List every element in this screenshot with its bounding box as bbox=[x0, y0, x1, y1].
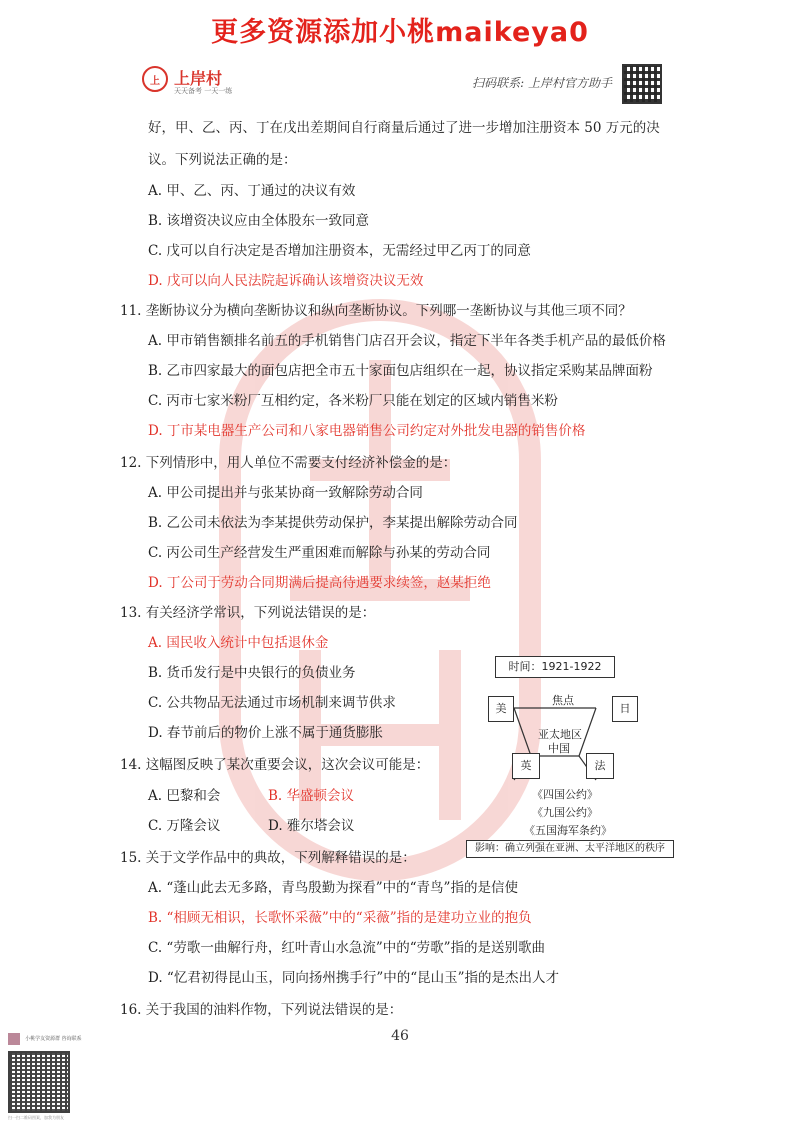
q10-option-a[interactable]: A. 甲、乙、丙、丁通过的决议有效 bbox=[148, 183, 356, 199]
brand-name: 上岸村 bbox=[174, 69, 223, 88]
diagram-treaty-3: 《五国海军条约》 bbox=[524, 824, 612, 837]
q13-option-d[interactable]: D. 春节前后的物价上涨不属于通货膨胀 bbox=[148, 725, 383, 741]
q15-stem: 15. 关于文学作品中的典故，下列解释错误的是： bbox=[120, 850, 416, 866]
corner-contact-card bbox=[8, 1028, 88, 1121]
diagram-center-china: 中国 bbox=[548, 742, 570, 755]
q14-option-a[interactable]: A. 巴黎和会 bbox=[148, 788, 221, 804]
q14-option-d[interactable]: D. 雅尔塔会议 bbox=[268, 818, 355, 834]
diagram-focus-label: 焦点 bbox=[552, 694, 574, 707]
corner-caption: 小桃学友资源群 咨询联系 bbox=[25, 1036, 82, 1042]
resource-banner: 更多资源添加小桃maikeya0 bbox=[211, 17, 589, 48]
q14-option-c[interactable]: C. 万隆会议 bbox=[148, 818, 221, 834]
diagram-impact-box: 影响：确立列强在亚洲、太平洋地区的秩序 bbox=[466, 840, 674, 858]
page-number: 46 bbox=[391, 1028, 409, 1044]
q15-option-d[interactable]: D. “忆君初得昆山玉，同向扬州携手行”中的“昆山玉”指的是杰出人才 bbox=[148, 970, 560, 986]
q11-option-a[interactable]: A. 甲市销售额排名前五的手机销售门店召开会议，指定下半年各类手机产品的最低价格 bbox=[148, 333, 666, 349]
corner-footnote: 扫一扫二维码图案，加我为朋友 bbox=[8, 1115, 64, 1120]
q14-option-b[interactable]: B. 华盛顿会议 bbox=[268, 788, 355, 804]
q11-option-d[interactable]: D. 丁市某电器生产公司和八家电器销售公司约定对外批发电器的销售价格 bbox=[148, 423, 586, 439]
q11-option-c[interactable]: C. 丙市七家米粉厂互相约定，各米粉厂只能在划定的区域内销售米粉 bbox=[148, 393, 558, 409]
diagram-node-usa: 美 bbox=[488, 696, 514, 722]
diagram-time-box: 时间：1921-1922 bbox=[495, 656, 615, 678]
q15-option-b[interactable]: B. “相顾无相识，长歌怀采薇”中的“采薇”指的是建功立业的抱负 bbox=[148, 910, 532, 926]
q10-stem-line-1: 好，甲、乙、丙、丁在戊出差期间自行商量后通过了进一步增加注册资本 50 万元的决 bbox=[148, 120, 660, 136]
q12-option-c[interactable]: C. 丙公司生产经营发生严重困难而解除与孙某的劳动合同 bbox=[148, 545, 491, 561]
q13-option-c[interactable]: C. 公共物品无法通过市场机制来调节供求 bbox=[148, 695, 396, 711]
conference-diagram bbox=[466, 648, 674, 860]
brand-tagline: 天天备考 一天一练 bbox=[174, 87, 233, 95]
q12-stem: 12. 下列情形中，用人单位不需要支付经济补偿金的是： bbox=[120, 455, 457, 471]
q13-stem: 13. 有关经济学常识，下列说法错误的是： bbox=[120, 605, 376, 621]
qr-code-icon[interactable] bbox=[622, 64, 662, 104]
q13-option-b[interactable]: B. 货币发行是中央银行的负债业务 bbox=[148, 665, 356, 681]
q13-option-a[interactable]: A. 国民收入统计中包括退休金 bbox=[148, 635, 329, 651]
q12-option-b[interactable]: B. 乙公司未依法为李某提供劳动保护，李某提出解除劳动合同 bbox=[148, 515, 518, 531]
avatar bbox=[8, 1033, 20, 1045]
q11-option-b[interactable]: B. 乙市四家最大的面包店把全市五十家面包店组织在一起，协议指定采购某品牌面粉 bbox=[148, 363, 653, 379]
diagram-center-region: 亚太地区 bbox=[538, 728, 582, 741]
q16-stem: 16. 关于我国的油料作物，下列说法错误的是： bbox=[120, 1002, 403, 1018]
brand-logo-icon: 上 bbox=[142, 66, 168, 92]
q11-stem: 11. 垄断协议分为横向垄断协议和纵向垄断协议。下列哪一垄断协议与其他三项不同？ bbox=[120, 303, 632, 319]
q10-option-c[interactable]: C. 戊可以自行决定是否增加注册资本，无需经过甲乙丙丁的同意 bbox=[148, 243, 531, 259]
diagram-node-france: 法 bbox=[586, 753, 614, 779]
diagram-treaty-1: 《四国公约》 bbox=[532, 788, 598, 801]
q10-option-b[interactable]: B. 该增资决议应由全体股东一致同意 bbox=[148, 213, 370, 229]
scan-contact-text: 扫码联系: 上岸村官方助手 bbox=[472, 76, 612, 90]
corner-qr-code-icon[interactable] bbox=[8, 1051, 70, 1113]
q10-stem-line-2: 议。下列说法正确的是： bbox=[148, 152, 297, 168]
diagram-node-japan: 日 bbox=[612, 696, 638, 722]
q12-option-d[interactable]: D. 丁公司于劳动合同期满后提高待遇要求续签，赵某拒绝 bbox=[148, 575, 491, 591]
q10-option-d[interactable]: D. 戊可以向人民法院起诉确认该增资决议无效 bbox=[148, 273, 424, 289]
q15-option-a[interactable]: A. “蓬山此去无多路，青鸟殷勤为探看”中的“青鸟”指的是信使 bbox=[148, 880, 518, 896]
page-header bbox=[142, 64, 662, 106]
q14-stem: 14. 这幅图反映了某次重要会议，这次会议可能是： bbox=[120, 757, 430, 773]
q12-option-a[interactable]: A. 甲公司提出并与张某协商一致解除劳动合同 bbox=[148, 485, 423, 501]
q15-option-c[interactable]: C. “劳歌一曲解行舟，红叶青山水急流”中的“劳歌”指的是送别歌曲 bbox=[148, 940, 546, 956]
diagram-treaty-2: 《九国公约》 bbox=[532, 806, 598, 819]
diagram-node-britain: 英 bbox=[512, 753, 540, 779]
